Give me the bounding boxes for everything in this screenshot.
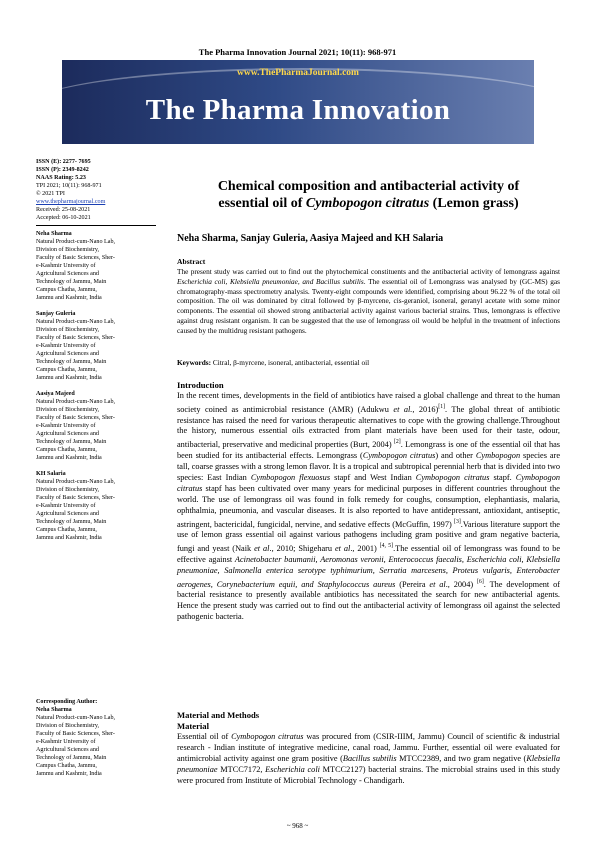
affiliation-line: e-Kashmir University of [36,503,96,509]
article-authors: Neha Sharma, Sanjay Guleria, Aasiya Majeed and KH Salaria [177,233,444,244]
text-run: stapf and West Indian [330,472,416,482]
author-block [36,470,168,542]
text-run: ) and other [435,451,476,461]
text-run: Cymbopogon citratus [415,472,490,482]
text-run: MTCC2389, and two gram negative ( [396,753,527,763]
text-run: Cymbopogon citratus [231,732,304,741]
text-run: et al [254,543,270,553]
left-sidebar [36,158,168,550]
text-run: ., 2010; Shigeharu [269,543,335,553]
affiliation-line: Jammu and Kashmir, India [36,771,102,777]
text-run: .The essential oil of lemongrass was found to be effective against [177,543,561,564]
text-run: species are tall, coarse grasses with a strong lemon flavor. It is a tropical and subtropical perennial herb that is divided into two species: East Indian [177,451,561,482]
citation-ref[interactable]: [2] [393,439,401,446]
affiliation-line: Agricultural Sciences and [36,431,99,437]
journal-header: The Pharma Innovation Journal 2021; 10(11): 968-971 [198,47,397,57]
affiliation-line: Campus Chatha, Jammu, [36,287,97,293]
corresponding-affiliation [36,714,168,778]
text-run: Escherichia coli [265,764,320,774]
issn-p: ISSN (P): 2349-8242 [36,167,89,173]
text-run: In the recent times, developments in the field of antibiotics have raised a global challenge and threat to the human society coined as antimicrobial resistance (AMR) (Adukwu [177,391,560,414]
affiliation-line: Faculty of Basic Sciences, Sher- [36,255,115,261]
methods-heading: Material and Methods [177,710,260,720]
affiliation-line: e-Kashmir University of [36,263,96,269]
sidebar-divider [36,225,156,226]
text-run: stapf has been cultivated over many years for medicinal purposes in different countries throughout the world. The use of lemongrass oil was found in folk remedy for coughs, consumption, elephantiasis, malaria, ophthalmia, pneumonia, and vascular diseases. It is also reported to have antidepressant, antioxidant, antiseptic, astringent, bactericidal, fungicidal, nervine, and sedative effects (McGuffin, 1997) [177,483,560,529]
text-run: MTCC2127) bacterial strains. The microbial strains used in this study were procured from Institute of Microbial Technology - Chandigarh. [177,764,560,785]
text-run: , 2016) [412,404,439,414]
citation-ref[interactable]: [3] [454,518,461,525]
text-run: et al [429,579,446,589]
author-name: Sanjay Guleria [36,311,76,317]
affiliation-line: Faculty of Basic Sciences, Sher- [36,335,115,341]
affiliation-line: Division of Biochemistry, [36,247,100,253]
text-run: ., 2004) [445,579,477,589]
article-title [177,178,560,212]
affiliation-line: Campus Chatha, Jammu, [36,763,97,769]
text-run: Cymbopogon citratus [362,451,436,461]
text-run: Cymbopogon citratus [177,472,560,493]
copyright: © 2021 TPI [36,191,65,197]
affiliation-line: Faculty of Basic Sciences, Sher- [36,731,115,737]
text-run: Cymbopogon flexuosus [250,472,331,482]
affiliation-line: Agricultural Sciences and [36,271,99,277]
text-run: Bacillus subtilis [342,753,397,763]
affiliation-line: Campus Chatha, Jammu, [36,367,97,373]
citation-ref[interactable]: [4, 5] [379,543,394,550]
affiliation-line: Agricultural Sciences and [36,747,99,753]
author-block [36,310,168,382]
accepted-date: Accepted: 06-10-2021 [36,215,91,221]
received-date: Received: 25-08-2021 [36,207,91,213]
journal-website-link[interactable]: www.ThePharmaJournal.com [237,68,359,78]
text-run: .Various literature support the use of lemon grass essential oil against various pathogens including gram positive and gram negative bacteria, fungi and yeast (Naik [177,519,560,553]
text-run: ., 2001) [350,543,380,553]
author-block [36,390,168,462]
material-text [177,732,560,787]
website-link[interactable]: www.thepharmajournal.com [36,199,106,205]
tpi-citation: TPI 2021; 10(11): 968-971 [36,183,102,189]
affiliation-line: Agricultural Sciences and [36,511,99,517]
affiliation-line: Division of Biochemistry, [36,327,100,333]
affiliation-line: Technology of Jammu, Main [36,359,107,365]
corresponding-name: Neha Sharma [36,707,72,713]
text-run: . The essential oil of Lemongrass was analysed by (GC-MS) gas chromatography-mass spectrometry analysis. Twenty-eight compounds were identified, comprising about 96.22 % of the total oil composition. The oil was dominated by citral followed by β-myrcene, cis-geraniol, isoneral, geranyl acetate with some minor components. The essential oil showed strong antibacterial activity against various bacterial strains. Thus, lemongrass is effective against drug resistant organism. It can be suggested that the use of lemongrass oil would be helpful in the treatment of infections caused by the multidrug resistant pathogens. [177,276,560,335]
text-run: Cymbopogon [475,451,521,461]
introduction-heading: Introduction [177,380,224,390]
affiliation-line: Natural Product-cum-Nano Lab, [36,399,116,405]
journal-banner [62,60,534,144]
affiliation-line: Campus Chatha, Jammu, [36,527,97,533]
affiliation-line: Faculty of Basic Sciences, Sher- [36,415,115,421]
affiliation-line: Technology of Jammu, Main [36,519,107,525]
author-name: KH Salaria [36,471,66,477]
text-run: Essential oil of [177,732,232,741]
abstract-heading: Abstract [177,257,206,266]
issn-e: ISSN (E): 2277- 7695 [36,159,91,165]
abstract-text [177,267,560,336]
affiliation-line: e-Kashmir University of [36,423,96,429]
text-run: Klebsiella pneumoniae [177,753,560,774]
affiliation-line: Technology of Jammu, Main [36,279,107,285]
text-run: was procured from (CSIR-IIIM, Jammu) Council of scientific & industrial research - Indian institute of integrative medicine, canal road, Jammu. Further, essential oil were evaluated for antimicrobial activity against one gram positive ( [177,732,560,763]
text-run: Acinetobacter baumanii, Aeromonas veronii, Enterococcus faecalis, Escherichia coli, Klebsiella pneumoniae, Salmonella enterica serotype typhimurium, Serratia marcesens, Proteus vulgaris, Enterobacter aerogenes, Corynebacterium equii, and Staphylococcus aureus [177,554,561,589]
material-heading: Material [177,721,209,731]
title-line-2: essential oil of Cymbopogon citratus (Lemon grass) [218,196,519,211]
affiliation-line: Campus Chatha, Jammu, [36,447,97,453]
text-run: et al. [393,404,413,414]
journal-banner-title: The Pharma Innovation [145,94,451,126]
affiliation-line: Natural Product-cum-Nano Lab, [36,319,116,325]
affiliation-line: Agricultural Sciences and [36,351,99,357]
affiliation-line: Jammu and Kashmir, India [36,295,102,301]
affiliation-line: Jammu and Kashmir, India [36,455,102,461]
affiliation-line: Natural Product-cum-Nano Lab, [36,479,116,485]
keywords: Keywords: Citral, β-myrcene, isoneral, antibacterial, essential oil [177,358,370,367]
affiliation-line: Faculty of Basic Sciences, Sher- [36,495,115,501]
affiliation-line: Division of Biochemistry, [36,407,100,413]
affiliation-line: Division of Biochemistry, [36,723,100,729]
affiliation-line: Technology of Jammu, Main [36,439,107,445]
author-name: Neha Sharma [36,231,72,237]
affiliation-line: Natural Product-cum-Nano Lab, [36,239,116,245]
text-run: (Pereira [395,579,430,589]
affiliation-line: Jammu and Kashmir, India [36,375,102,381]
affiliation-line: e-Kashmir University of [36,739,96,745]
title-line-1: Chemical composition and antibacterial activity of [217,179,520,194]
text-run: . Lemongrass is one of the essential oil that has been studied for its antibacterial effects. Lemongrass ( [177,440,561,461]
affiliation-line: Technology of Jammu, Main [36,755,107,761]
affiliation-line: Natural Product-cum-Nano Lab, [36,715,116,721]
text-run: et al [334,543,351,553]
citation-ref[interactable]: [1] [438,403,446,410]
text-run: MTCC7172, [217,764,266,774]
naas-rating: NAAS Rating: 5.23 [36,175,86,181]
text-run: The present study was carried out to find out the phytochemical constituents and the antibacterial activity of lemongrass against [177,267,560,276]
text-run: . The global threat of antibiotic resistance has raised the need for various therapeutic alternatives to cope with the growing challenge.Throughout the history, numerous essential oils extracted from plant materials have been used for their taste, odour, antibacterial, preservative and medicinal properties (Burt, 2004) [177,404,560,450]
affiliation-line: Jammu and Kashmir, India [36,535,102,541]
citation-ref[interactable]: [6] [477,578,484,585]
introduction-text [177,391,560,623]
author-block [36,230,168,302]
text-run: . The development of bacterial resistance to presently available antibiotics has necessitated the search for new antibacterial agents. Hence the present study was carried out to find out the antibacterial activity of lemongrass oil against the selected pathogenic bacteria. [177,579,561,622]
page-number: ~ 968 ~ [286,822,309,830]
author-name: Aasiya Majeed [36,391,75,397]
corresponding-label: Corresponding Author: [36,699,98,705]
affiliation-line: e-Kashmir University of [36,343,96,349]
author-affiliations [36,230,168,542]
text-run: Escherichia coli, Klebsiella pneumoniae, and Bacillus subtilis [177,276,364,286]
corresponding-author [36,698,168,778]
text-run: stapf. [489,472,516,482]
affiliation-line: Division of Biochemistry, [36,487,100,493]
